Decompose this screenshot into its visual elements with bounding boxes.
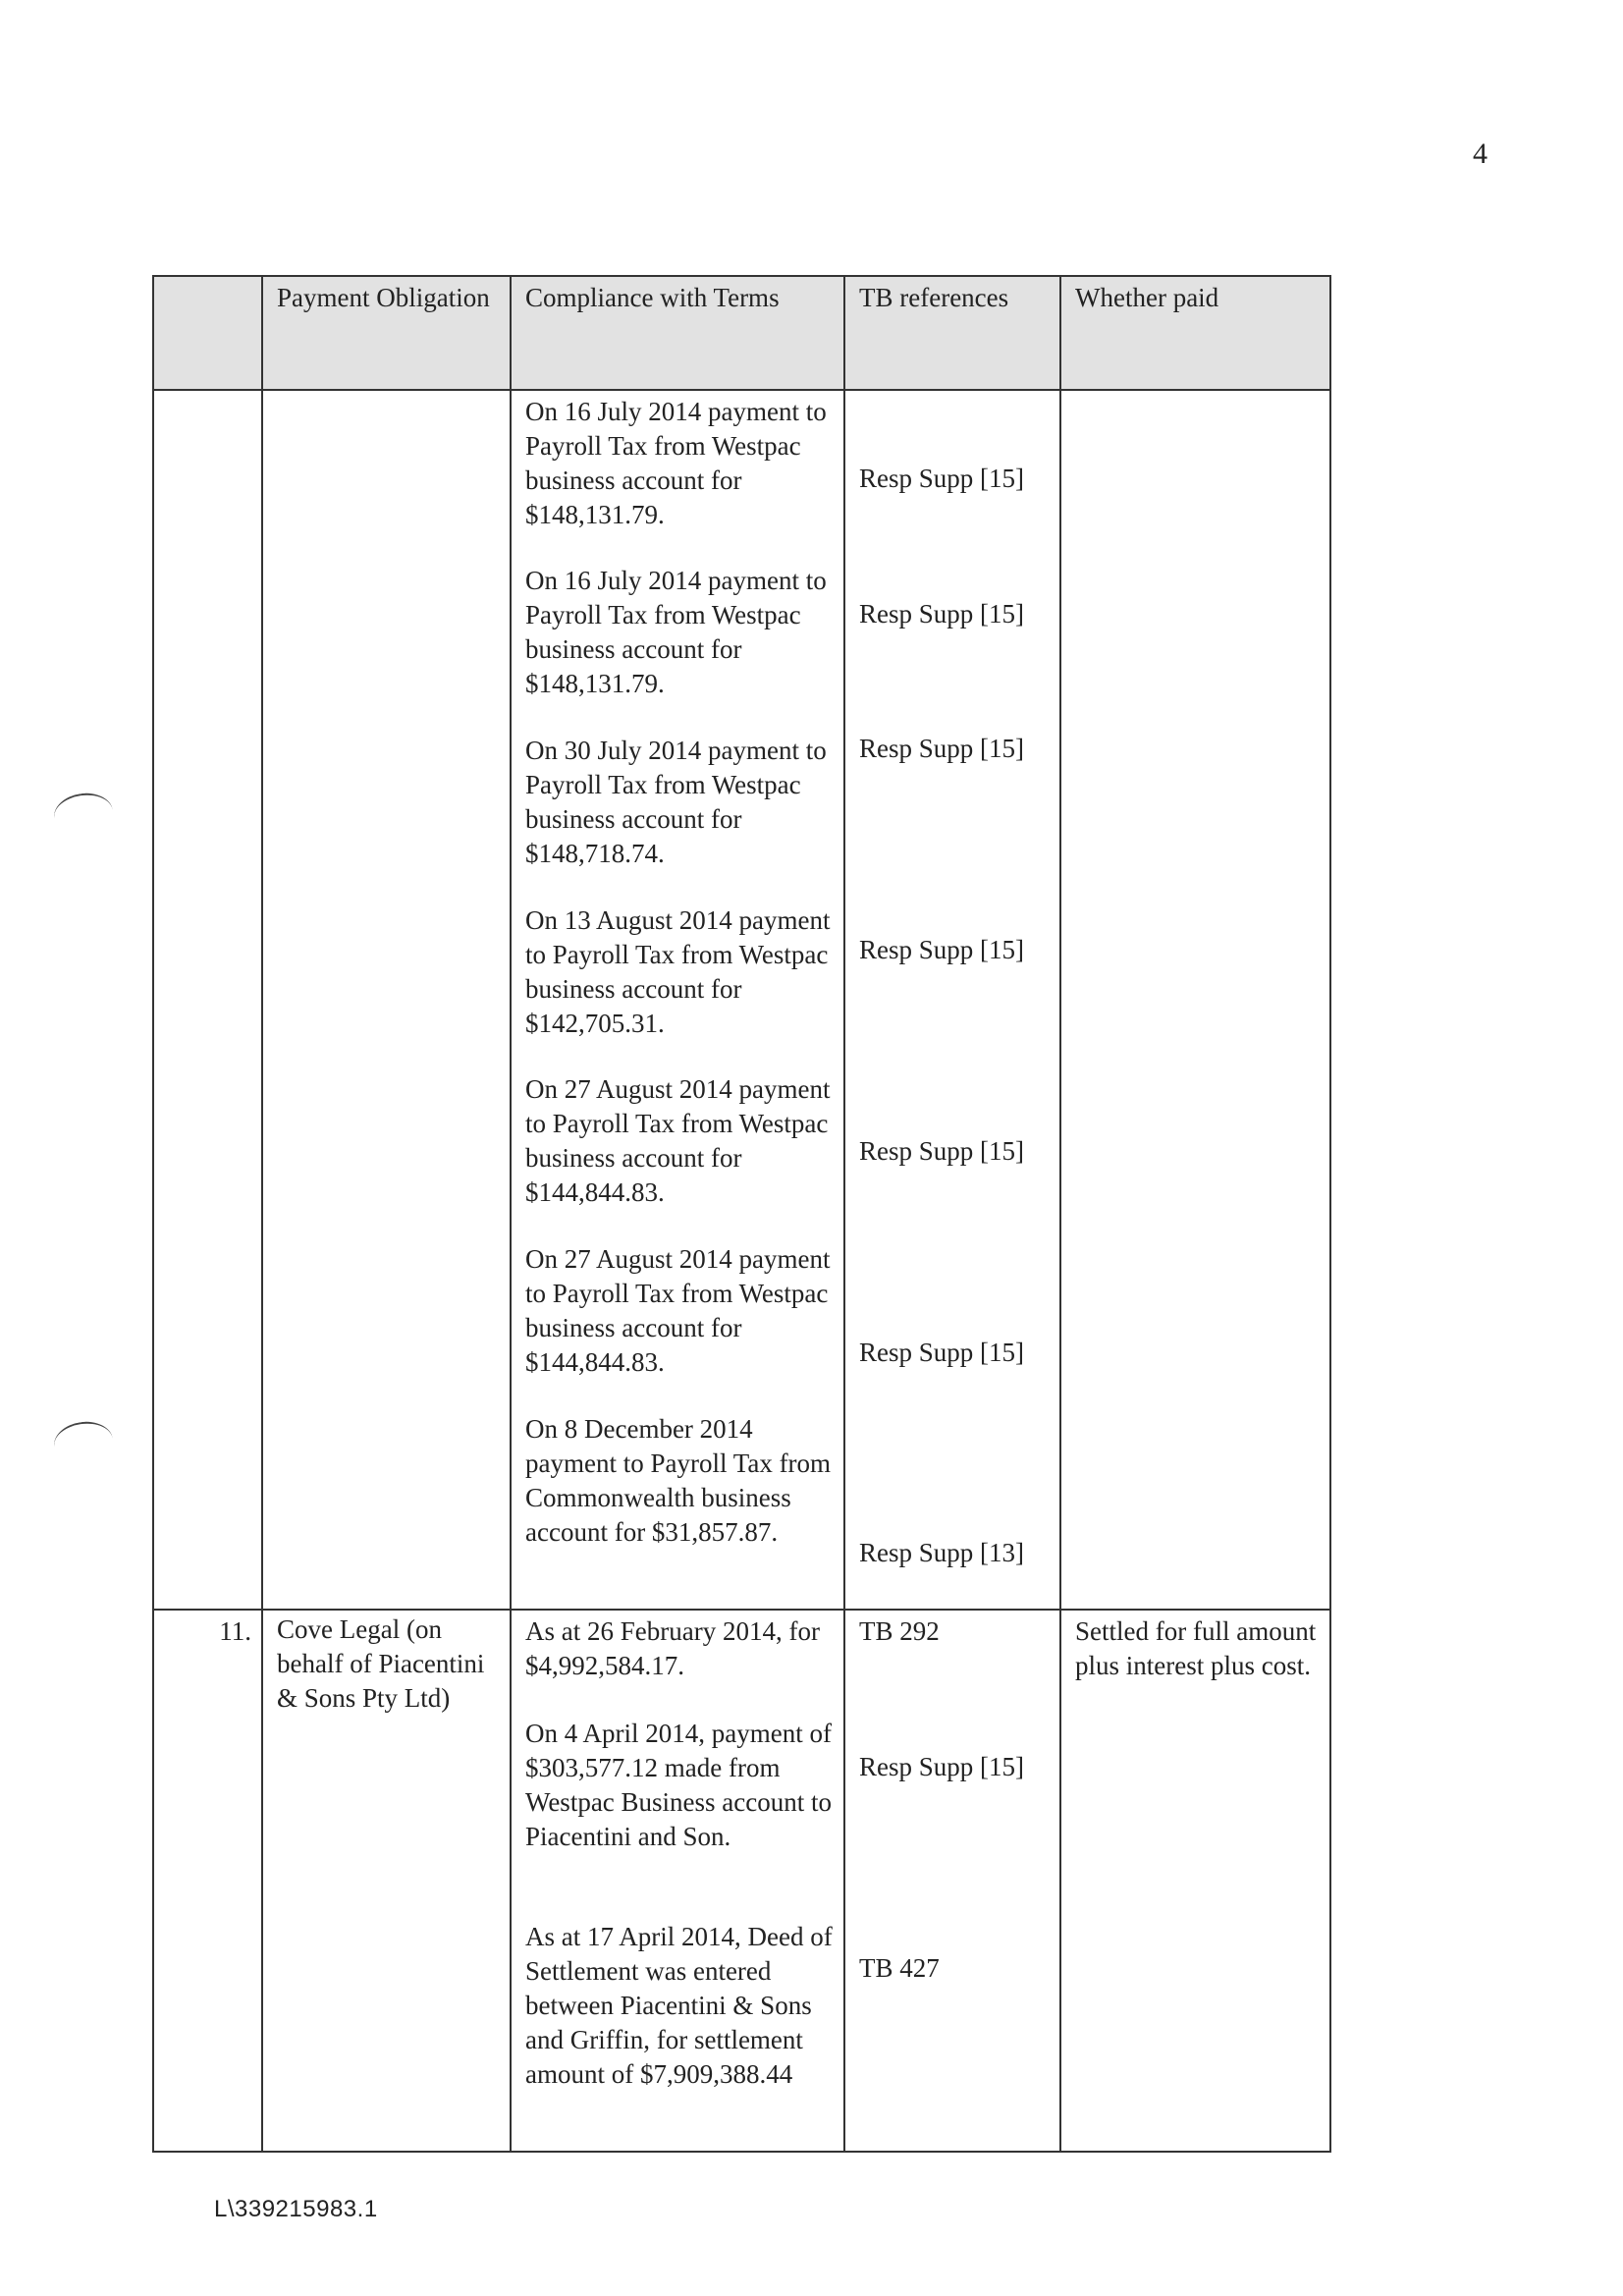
payment-obligations-table [152, 275, 1331, 2153]
compliance-entry: As at 17 April 2014, Deed of Settlement was entered between Piacentini & Sons and Griffin, for settlement amount of $7,909,388.44 [525, 1922, 833, 2089]
compliance-entry: On 4 April 2014, payment of $303,577.12 made from Westpac Business account to Piacentini and Son. [525, 1719, 833, 1851]
cell-number [153, 390, 262, 1610]
row-number: 11. [153, 1610, 262, 2152]
document-reference-footer: L\339215983.1 [214, 2196, 378, 2222]
whether-paid: Settled for full amount plus interest plus cost. [1060, 1610, 1330, 2152]
page-number: 4 [1473, 137, 1488, 170]
tb-reference: Resp Supp [15] [859, 935, 1024, 964]
tb-reference: TB 427 [859, 1953, 940, 1983]
compliance-entry: On 8 December 2014 payment to Payroll Tax from Commonwealth business account for $31,857.87. [525, 1414, 832, 1547]
compliance-entry: On 27 August 2014 payment to Payroll Tax from Westpac business account for $144,844.83. [525, 1074, 831, 1207]
tb-reference: Resp Supp [15] [859, 599, 1024, 629]
compliance-entry: On 30 July 2014 payment to Payroll Tax from Westpac business account for $148,718.74. [525, 736, 827, 868]
header-payment-obligation: Payment Obligation [262, 276, 511, 390]
cell-tb-references [844, 1610, 1060, 2152]
compliance-entry: On 27 August 2014 payment to Payroll Tax from Westpac business account for $144,844.83. [525, 1244, 831, 1377]
payment-obligation: Cove Legal (on behalf of Piacentini & Sons Pty Ltd) [262, 1610, 511, 2152]
header-tb-references: TB references [844, 276, 1060, 390]
tb-reference: Resp Supp [15] [859, 1338, 1024, 1367]
table-header-row [153, 276, 1330, 390]
tb-reference: Resp Supp [13] [859, 1538, 1024, 1567]
cell-compliance [511, 390, 844, 1610]
tb-reference: Resp Supp [15] [859, 1136, 1024, 1166]
header-number [153, 276, 262, 390]
binder-hole-mark [51, 790, 115, 839]
tb-reference: Resp Supp [15] [859, 464, 1024, 493]
tb-reference: TB 292 [859, 1616, 940, 1646]
compliance-entry: On 13 August 2014 payment to Payroll Tax from Westpac business account for $142,705.31. [525, 905, 831, 1038]
header-compliance-with-terms: Compliance with Terms [511, 276, 844, 390]
header-whether-paid: Whether paid [1060, 276, 1330, 390]
cell-compliance [511, 1610, 844, 2152]
table-row-continued [153, 390, 1330, 1610]
compliance-entry: As at 26 February 2014, for $4,992,584.17. [525, 1616, 820, 1680]
cell-whether-paid [1060, 390, 1330, 1610]
tb-reference: Resp Supp [15] [859, 1752, 1024, 1781]
table-row-11 [153, 1610, 1330, 2152]
binder-hole-mark [51, 1418, 115, 1467]
cell-tb-references [844, 390, 1060, 1610]
cell-obligation [262, 390, 511, 1610]
tb-reference: Resp Supp [15] [859, 734, 1024, 763]
compliance-entry: On 16 July 2014 payment to Payroll Tax from Westpac business account for $148,131.79. [525, 566, 827, 698]
compliance-entry: On 16 July 2014 payment to Payroll Tax from Westpac business account for $148,131.79. [525, 397, 827, 529]
